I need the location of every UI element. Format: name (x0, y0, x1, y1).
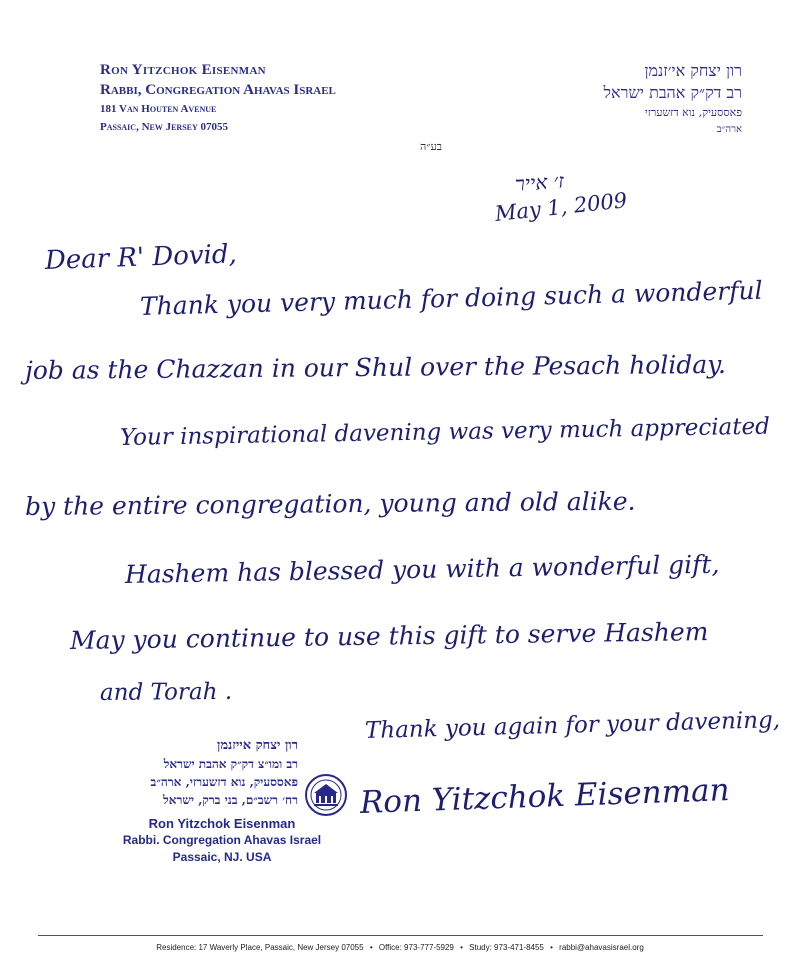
letterhead-city: Passaic, New Jersey 07055 (100, 121, 229, 133)
stamp-hebrew-line: פאססעיק, נוא דזשערזי, ארה״ב (150, 775, 298, 789)
stamp-hebrew-line: רון יצחק אייזנמן (217, 738, 298, 753)
footer-separator: • (460, 943, 463, 952)
closing: Thank you again for your davening, (364, 707, 781, 744)
letterhead-hebrew-country: ארה״ב (716, 124, 742, 135)
footer-email: rabbi@ahavasisrael.org (559, 943, 644, 952)
stamp-english (118, 815, 326, 866)
footer-separator: • (369, 943, 373, 952)
bsd-mark: בע״ה (420, 140, 443, 153)
footer-divider (38, 935, 763, 936)
letterhead-street: 181 Van Houten Avenue (100, 103, 217, 115)
stamp-english-name: Ron Yitzchok Eisenman (148, 816, 296, 831)
footer-residence: Residence: 17 Waverly Place, Passaic, New Jersey 07055 (156, 943, 364, 952)
letterhead-hebrew-title: רב דק״ק אהבת ישראל (603, 83, 742, 102)
congregation-seal-icon (304, 773, 348, 817)
letterhead-title: Rabbi, Congregation Ahavas Israel (100, 82, 336, 98)
stamp-hebrew (151, 737, 298, 809)
body-line: Thank you very much for doing such a wonderful (139, 275, 763, 321)
salutation: Dear R' Dovid, (44, 239, 238, 276)
rabbi-stamp (118, 737, 348, 865)
body-line: by the entire congregation, young and old alike. (24, 486, 636, 521)
body-line: May you continue to use this gift to serve Hashem (69, 617, 709, 655)
letterhead-english (100, 60, 336, 136)
letterhead-name: Ron Yitzchok Eisenman (100, 62, 266, 78)
date-hebrew: ז׳ אייר (514, 168, 565, 196)
footer-study: Study: 973-471-8455 (469, 943, 544, 952)
signature: Ron Yitzchok Eisenman (359, 772, 731, 821)
body-line: Hashem has blessed you with a wonderful gift, (124, 549, 720, 589)
letterhead-hebrew-name: רון יצחק אי׳זנמן (644, 61, 742, 80)
body-line: job as the Chazzan in our Shul over the Pesach holiday. (24, 349, 727, 385)
stamp-hebrew-line: רב ומו״צ דק״ק אהבת ישראל (163, 757, 298, 771)
date-english: May 1, 2009 (493, 188, 629, 226)
footer (0, 943, 800, 952)
stamp-english-city: Passaic, NJ. USA (172, 850, 272, 864)
letterhead-hebrew (604, 60, 742, 138)
letterhead-hebrew-city: פאססעיק, נוא דזשערזי (644, 106, 742, 119)
body-line: Your inspirational davening was very much appreciated (119, 413, 771, 451)
stamp-english-title: Rabbi. Congregation Ahavas Israel (122, 833, 322, 847)
stamp-hebrew-line: רח׳ רשב״ם, בני ברק, ישראל (163, 793, 298, 807)
body-line: and Torah . (99, 678, 233, 706)
footer-separator: • (550, 943, 553, 952)
footer-office: Office: 973-777-5929 (378, 943, 454, 952)
